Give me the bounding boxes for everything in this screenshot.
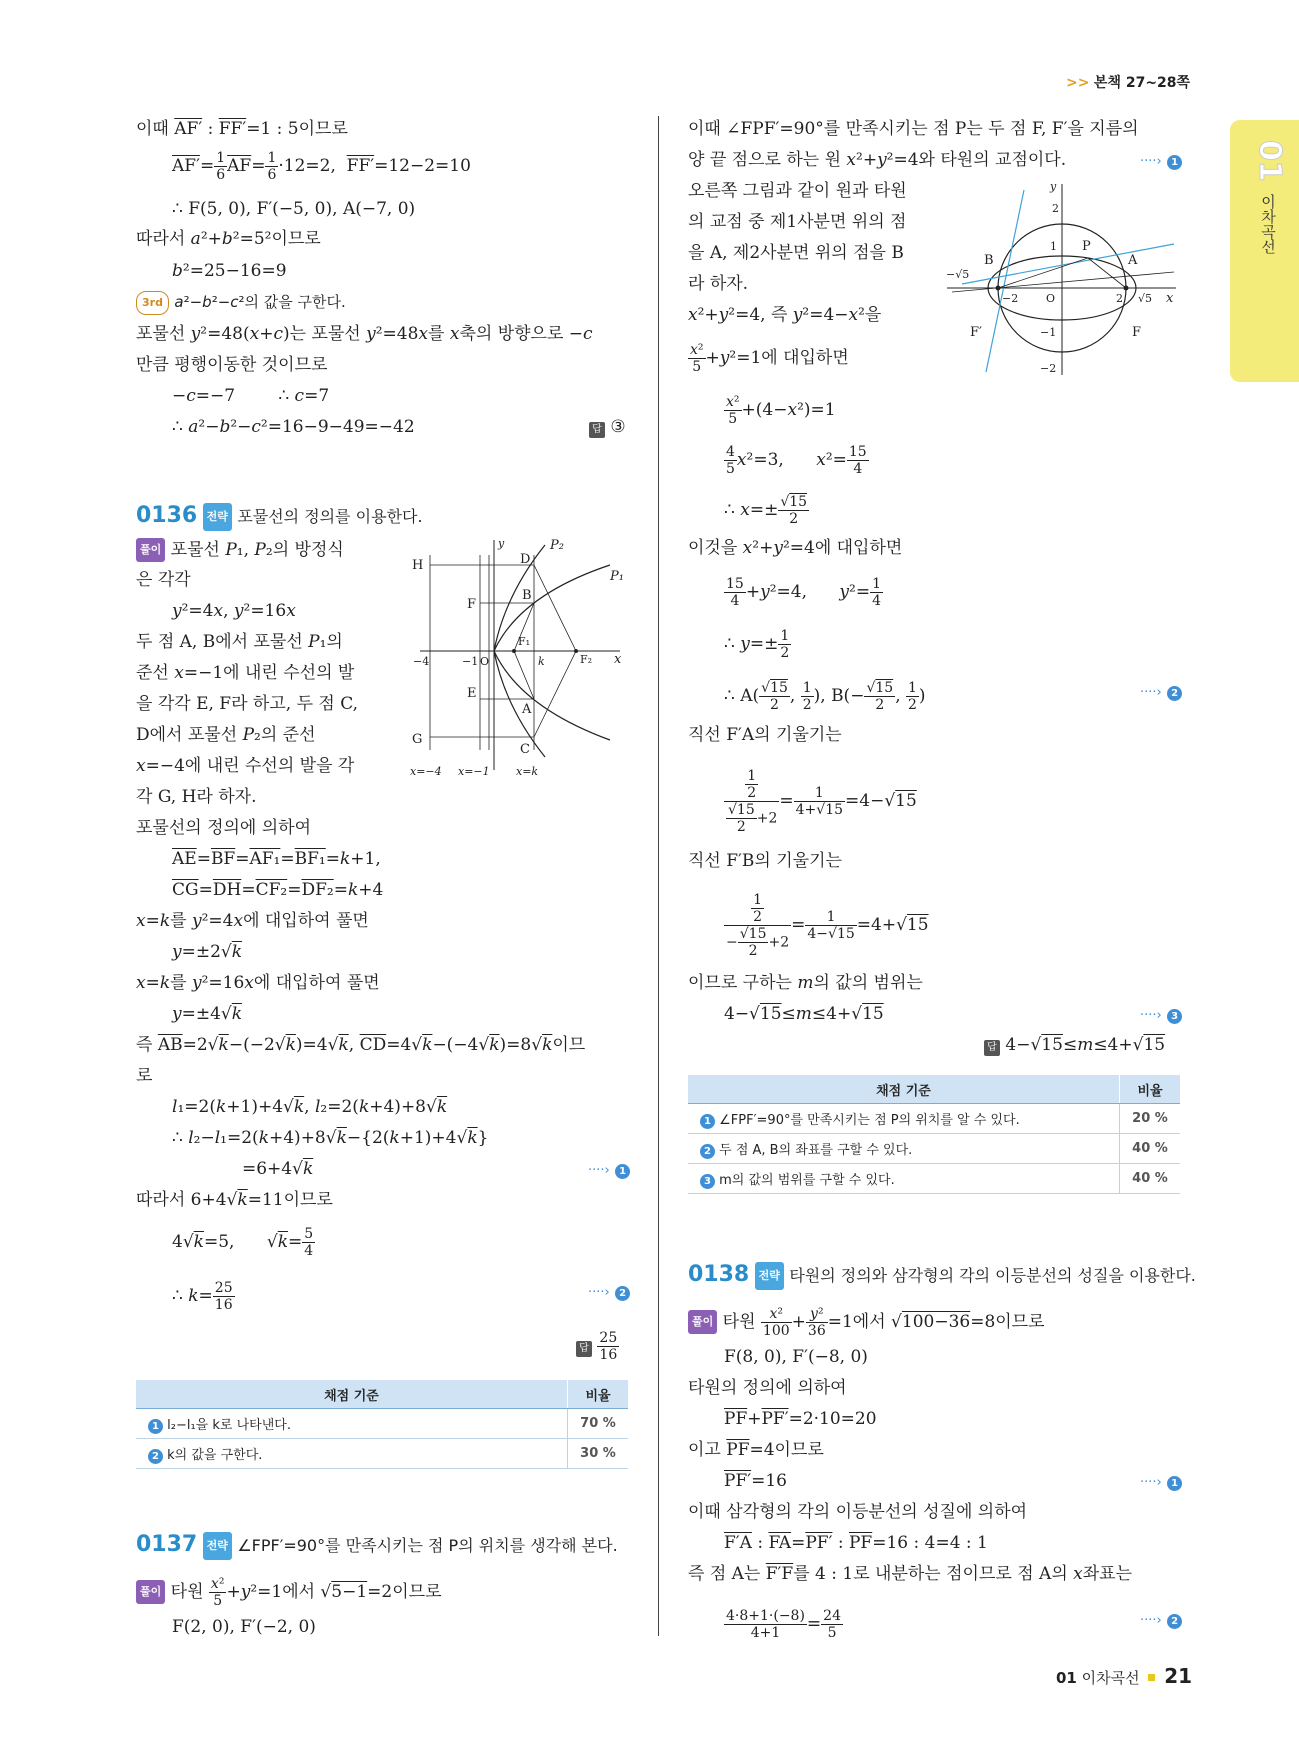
- text-line: 직선 F′A의 기울기는: [688, 725, 842, 745]
- answer-mark: 답 $\frac{25}{16}$: [576, 1330, 619, 1363]
- svg-text:x=−1: x=−1: [458, 765, 490, 778]
- step-3rd: 3rd a²−b²−c²의 값을 구한다.: [136, 291, 346, 315]
- text-line: b²=25−16=9: [172, 261, 287, 281]
- text-line: F′A : $\overline{FA}=PF'$ : $\overline{PF}=16$ : 4=4 : 1: [724, 1533, 988, 1553]
- step-marker-2: ····› 2: [588, 1280, 630, 1304]
- text-line: 의 교점 중 제1사분면 위의 점: [688, 212, 907, 232]
- step-marker-1: ····› 1: [1140, 1470, 1182, 1494]
- svg-text:B: B: [984, 253, 994, 268]
- svg-text:A: A: [522, 702, 532, 717]
- svg-text:P₂: P₂: [550, 538, 564, 553]
- text-line: ∴ x=± $\frac{√15}{2}$: [724, 494, 808, 527]
- chevron-icon: >>: [1066, 75, 1090, 91]
- ellipse-circle-graph-0137: [942, 180, 1182, 380]
- svg-text:B: B: [522, 588, 532, 603]
- text-line: 풀이 타원 $\frac{\text{x²}}{5}$ +y²=1에서 √5−1=2이므로: [136, 1576, 442, 1609]
- chapter-tab[interactable]: [1230, 120, 1299, 382]
- svg-text:2: 2: [1116, 292, 1123, 305]
- svg-text:A: A: [1128, 253, 1138, 268]
- text-line: F(2, 0), F′(−2, 0): [172, 1617, 316, 1637]
- text-line: $\frac{\text{x²}}{5}$ +(4−x²)=1: [726, 394, 836, 427]
- text-line: ∴ A( $\frac{√15}{2}$ , $\frac{1}{2}$ ), B(− $\frac{√15}{2}$ , $\frac{1}{2}$ ): [724, 680, 926, 713]
- svg-text:F: F: [467, 597, 477, 612]
- svg-text:E: E: [467, 686, 477, 701]
- text-line: 로: [136, 1066, 153, 1086]
- page-ref: >> 본책 27~28쪽: [1066, 75, 1191, 91]
- text-line: 양 끝 점으로 하는 원 x²+y²=4와 타원의 교점이다.: [688, 150, 1067, 170]
- svg-text:2: 2: [1052, 202, 1059, 215]
- text-line: 이때 ∠FPF′=90°를 만족시키는 점 P는 두 점 F, F′을 지름의: [688, 119, 1139, 139]
- text-line: 타원의 정의에 의하여: [688, 1378, 847, 1398]
- svg-text:x: x: [1166, 291, 1174, 306]
- svg-text:√5: √5: [1138, 292, 1153, 305]
- table-row: 1 l₂−l₁을 k로 나타낸다. 70 %: [136, 1409, 628, 1439]
- text-line: $\overline{CG}=\overline{DH}=CF_2=DF_2=k+4$: [172, 880, 384, 900]
- text-line: y²=4x, y²=16x: [172, 601, 296, 621]
- svg-text:F₁: F₁: [518, 635, 531, 648]
- step-marker-1: ····› 1: [588, 1158, 630, 1182]
- text-line: 준선 x=−1에 내린 수선의 발: [136, 663, 355, 683]
- text-line: 풀이 타원 $\frac{\text{x²}}{100}$ + $\frac{\text{y²}}{36}$ =1에서 √100−36=8이므로: [688, 1306, 1045, 1339]
- text-line: 이때 AF′ : FF′=1 : 5이므로: [136, 119, 348, 139]
- text-line: 따라서 6+4√k=11이므로: [136, 1190, 333, 1210]
- answer-mark: 답 4−√15≤m≤4+√15: [984, 1034, 1165, 1056]
- text-line: 각 G, H라 하자.: [136, 787, 257, 807]
- text-line: AF′= $\frac{1}{6}$ $\overline{AF}=$ $\frac{1}{6}$ ·12=2, FF′=12−2=10: [172, 150, 471, 183]
- step-marker-2: ····› 2: [1140, 1608, 1182, 1632]
- text-line: 이때 삼각형의 각의 이등분선의 성질에 의하여: [688, 1502, 1028, 1522]
- table-row: 3 m의 값의 범위를 구할 수 있다. 40 %: [688, 1164, 1180, 1194]
- svg-text:G: G: [412, 732, 423, 747]
- svg-text:x: x: [614, 652, 622, 667]
- text-line: 4−√15≤m≤4+√15: [724, 1004, 884, 1024]
- page-number: 21: [1164, 1664, 1193, 1688]
- text-line: y=±2√k: [172, 942, 243, 962]
- problem-0138-header: 0138 전략 타원의 정의와 삼각형의 각의 이등분선의 성질을 이용한다.: [688, 1262, 1196, 1290]
- text-line: 만큼 평행이동한 것이므로: [136, 355, 328, 375]
- text-line: x=−4에 내린 수선의 발을 각: [136, 756, 355, 776]
- scoring-table-0137: 채점 기준 비율 1 ∠FPF′=90°를 만족시키는 점 P의 위치를 알 수 있다. 20 % 2 두 점 A, B의 좌표를 구할 수 있다. 40 % 3 m의 값의 범위를 구할 수 있다. 40 %: [688, 1075, 1180, 1194]
- svg-text:O: O: [480, 655, 490, 668]
- text-line: $\frac{15}{4}$ +y²=4, y²= $\frac{1}{4}$: [726, 576, 881, 609]
- text-line: x²+y²=4, 즉 y²=4−x²을: [688, 305, 882, 325]
- step-marker-2: ····› 2: [1140, 680, 1182, 704]
- svg-text:k: k: [538, 655, 545, 668]
- table-row: 2 k의 값을 구한다. 30 %: [136, 1439, 628, 1469]
- step-marker-3: ····› 3: [1140, 1003, 1182, 1027]
- svg-text:x=−4: x=−4: [410, 765, 442, 778]
- text-line: 을 A, 제2사분면 위의 점을 B: [688, 243, 904, 263]
- text-line: l₁=2(k+1)+4√k, l₂=2(k+4)+8√k: [172, 1097, 448, 1117]
- svg-text:−2: −2: [1002, 292, 1019, 305]
- table-row: 1 ∠FPF′=90°를 만족시키는 점 P의 위치를 알 수 있다. 20 %: [688, 1104, 1180, 1134]
- svg-text:x=k: x=k: [516, 765, 539, 778]
- text-line: 풀이 포물선 P₁, P₂의 방정식: [136, 538, 344, 562]
- text-line: ∴ l₂−l₁=2(k+4)+8√k−{2(k+1)+4√k}: [172, 1128, 489, 1148]
- text-line: x=k를 y²=4x에 대입하여 풀면: [136, 911, 369, 931]
- svg-text:y: y: [498, 537, 505, 550]
- svg-text:F′: F′: [970, 325, 982, 340]
- text-line: ∴ F(5, 0), F′(−5, 0), A(−7, 0): [172, 199, 416, 219]
- column-divider: [658, 116, 659, 1636]
- svg-text:C: C: [520, 742, 530, 757]
- text-line: 포물선 y²=48(x+c)는 포물선 y²=48x를 x축의 방향으로 −c: [136, 324, 593, 344]
- text-line: F(8, 0), F′(−8, 0): [724, 1347, 868, 1367]
- text-line: 을 각각 E, F라 하고, 두 점 C,: [136, 694, 359, 714]
- problem-0137-header: 0137 전략 ∠FPF′=90°를 만족시키는 점 P의 위치를 생각해 본다.: [136, 1532, 618, 1560]
- svg-text:P: P: [1082, 239, 1091, 254]
- text-line: 은 각각: [136, 570, 191, 590]
- svg-text:−√5: −√5: [946, 268, 970, 281]
- scoring-table-0136: 채점 기준 비율 1 l₂−l₁을 k로 나타낸다. 70 % 2 k의 값을 구한다. 30 %: [136, 1380, 628, 1469]
- text-line: 라 하자.: [688, 274, 749, 294]
- svg-text:O: O: [1046, 292, 1056, 305]
- text-line: 이므로 구하는 m의 값의 범위는: [688, 973, 923, 993]
- svg-text:P₁: P₁: [610, 569, 624, 584]
- chapter-tab-title: 이차곡선: [1259, 194, 1277, 254]
- text-line: −c=−7 ∴ c=7: [172, 386, 330, 406]
- text-line: y=±4√k: [172, 1004, 243, 1024]
- text-line: =6+4√k: [242, 1159, 314, 1179]
- text-line: $\frac{4\cdot 8+1\cdot(-8)}{4+1}$ = $\frac{24}{5}$: [726, 1608, 841, 1641]
- text-line: ∴ y=± $\frac{1}{2}$: [724, 628, 790, 661]
- text-line: 오른쪽 그림과 같이 원과 타원: [688, 181, 907, 201]
- text-line: D에서 포물선 P₂의 준선: [136, 725, 316, 745]
- svg-text:−1: −1: [1040, 326, 1057, 339]
- text-line: 두 점 A, B에서 포물선 P₁의: [136, 632, 343, 652]
- text-line: 이고 $\overline{PF}=4$이므로: [688, 1440, 824, 1460]
- svg-text:1: 1: [1050, 240, 1057, 253]
- text-line: 직선 F′B의 기울기는: [688, 851, 842, 871]
- page-footer: 01 이차곡선 21: [1056, 1664, 1193, 1688]
- text-line: 4√k=5, √k= $\frac{5}{4}$: [172, 1226, 314, 1259]
- text-line: PF′=16: [724, 1471, 787, 1491]
- text-line: x=k를 y²=16x에 대입하여 풀면: [136, 973, 380, 993]
- svg-text:−1: −1: [462, 655, 479, 668]
- step-marker-1: ····› 1: [1140, 149, 1182, 173]
- svg-text:−4: −4: [413, 655, 430, 668]
- text-line: 즉 $\overline{AB}=2√k-(-2√k)=4√k$, $\overline{CD}=4√k-(-4√k)=8√k$이므: [136, 1035, 586, 1055]
- table-row: 2 두 점 A, B의 좌표를 구할 수 있다. 40 %: [688, 1134, 1180, 1164]
- chapter-tab-number: 01: [1252, 140, 1287, 182]
- text-line: 포물선의 정의에 의하여: [136, 818, 312, 838]
- text-line: $\overline{AE}=\overline{BF}=AF_1=BF_1=k+1$,: [172, 849, 381, 869]
- footer-square-icon: [1148, 1674, 1155, 1681]
- answer-mark: 답 ③: [589, 416, 626, 438]
- text-line: $\frac{\text{x²}}{5}$ +y²=1에 대입하면: [690, 342, 849, 375]
- svg-text:H: H: [412, 558, 424, 573]
- svg-text:D: D: [520, 552, 531, 567]
- parabola-graph-0136: [410, 535, 630, 780]
- problem-0136-header: 0136 전략 포물선의 정의를 이용한다.: [136, 503, 423, 531]
- text-line: $\frac{4}{5}$ x²=3, x²= $\frac{15}{4}$: [726, 444, 867, 477]
- text-line: 따라서 a²+b²=5²이므로: [136, 229, 321, 249]
- text-line: ∴ a²−b²−c²=16−9−49=−42: [172, 417, 415, 437]
- text-line: 이것을 x²+y²=4에 대입하면: [688, 538, 903, 558]
- svg-text:F₂: F₂: [580, 653, 593, 666]
- svg-text:y: y: [1050, 180, 1057, 193]
- svg-text:−2: −2: [1040, 362, 1057, 375]
- text-line: $\frac{1}{2}$ − $\frac{√15}{2}$ +2 = $\frac{1}{4-√15}$ =4+√15: [726, 892, 929, 959]
- text-line: ∴ k= $\frac{25}{16}$: [172, 1280, 233, 1313]
- text-line: $\frac{1}{2}$ $\frac{√15}{2}$ +2 = $\frac{1}{4+√15}$ =4−√15: [724, 768, 917, 835]
- svg-text:F: F: [1132, 325, 1142, 340]
- text-line: $\overline{PF}+PF'=2\cdot 10=20$: [724, 1409, 877, 1429]
- text-line: 즉 점 A는 F′F를 4 : 1로 내분하는 점이므로 점 A의 x좌표는: [688, 1564, 1133, 1584]
